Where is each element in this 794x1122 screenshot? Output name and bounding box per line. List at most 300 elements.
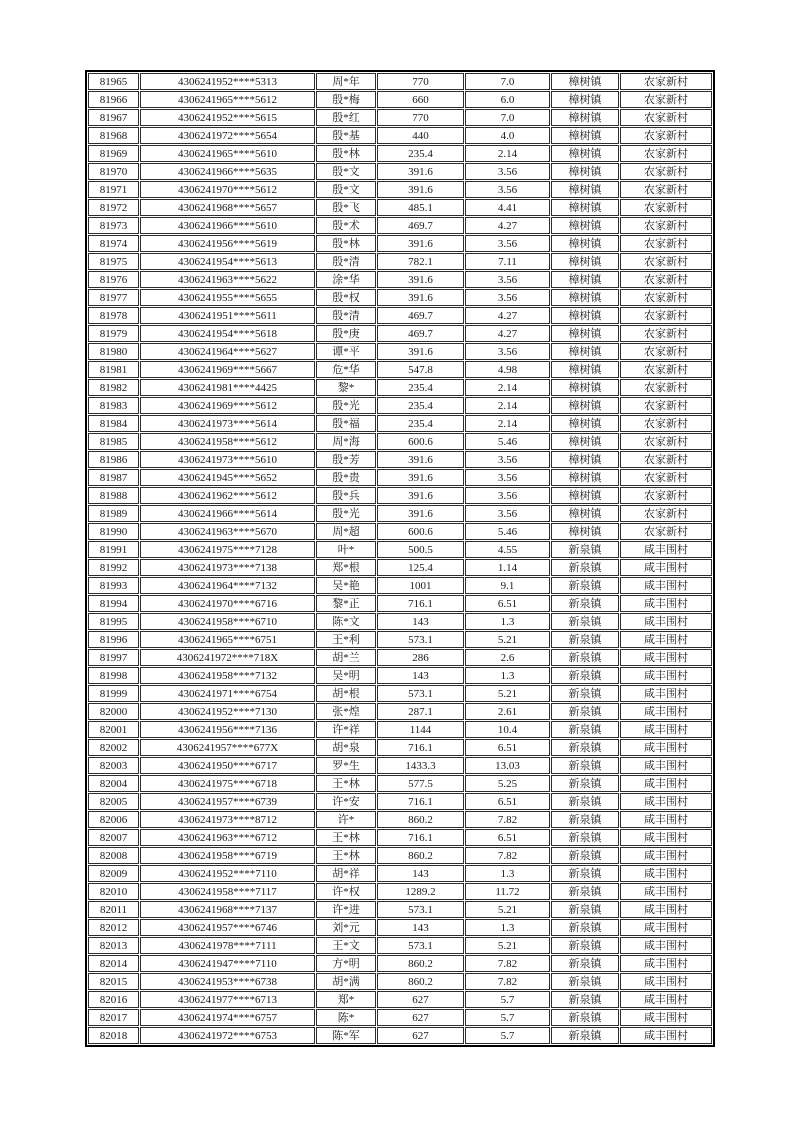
cell-rate: 7.82	[465, 973, 550, 990]
cell-masked-name: 许*安	[316, 793, 376, 810]
cell-amount: 573.1	[377, 631, 464, 648]
cell-town: 樟树镇	[551, 145, 619, 162]
cell-id-number: 4306241977****6713	[140, 991, 315, 1008]
cell-town: 樟树镇	[551, 397, 619, 414]
table-row	[88, 919, 712, 936]
cell-amount: 573.1	[377, 901, 464, 918]
cell-masked-name: 吴*艳	[316, 577, 376, 594]
table-row	[88, 307, 712, 324]
cell-id-number: 4306241950****6717	[140, 757, 315, 774]
cell-serial-number: 81994	[88, 595, 139, 612]
cell-rate: 7.0	[465, 73, 550, 90]
cell-serial-number: 82002	[88, 739, 139, 756]
cell-id-number: 4306241958****7132	[140, 667, 315, 684]
cell-id-number: 4306241962****5612	[140, 487, 315, 504]
cell-rate: 4.27	[465, 325, 550, 342]
cell-masked-name: 王*林	[316, 829, 376, 846]
cell-town: 樟树镇	[551, 181, 619, 198]
cell-serial-number: 81985	[88, 433, 139, 450]
table-row	[88, 1027, 712, 1044]
cell-town: 樟树镇	[551, 253, 619, 270]
cell-amount: 485.1	[377, 199, 464, 216]
cell-masked-name: 郑*根	[316, 559, 376, 576]
cell-serial-number: 82015	[88, 973, 139, 990]
cell-id-number: 4306241952****5313	[140, 73, 315, 90]
cell-masked-name: 殷*兵	[316, 487, 376, 504]
cell-serial-number: 81971	[88, 181, 139, 198]
table-row	[88, 469, 712, 486]
table-row	[88, 379, 712, 396]
cell-id-number: 4306241954****5618	[140, 325, 315, 342]
cell-id-number: 4306241956****5619	[140, 235, 315, 252]
cell-rate: 6.51	[465, 829, 550, 846]
cell-rate: 3.56	[465, 469, 550, 486]
cell-rate: 10.4	[465, 721, 550, 738]
cell-amount: 391.6	[377, 505, 464, 522]
cell-town: 新泉镇	[551, 883, 619, 900]
table-row	[88, 973, 712, 990]
cell-serial-number: 82012	[88, 919, 139, 936]
cell-rate: 9.1	[465, 577, 550, 594]
table-row	[88, 649, 712, 666]
cell-town: 樟树镇	[551, 271, 619, 288]
cell-village: 农家新村	[620, 343, 712, 360]
cell-village: 农家新村	[620, 487, 712, 504]
cell-village: 咸丰围村	[620, 541, 712, 558]
cell-rate: 1.3	[465, 919, 550, 936]
cell-town: 樟树镇	[551, 235, 619, 252]
cell-serial-number: 82005	[88, 793, 139, 810]
table-row	[88, 451, 712, 468]
cell-serial-number: 82013	[88, 937, 139, 954]
cell-masked-name: 王*林	[316, 847, 376, 864]
cell-rate: 5.46	[465, 433, 550, 450]
table-row	[88, 811, 712, 828]
cell-rate: 5.46	[465, 523, 550, 540]
cell-town: 樟树镇	[551, 217, 619, 234]
cell-village: 农家新村	[620, 469, 712, 486]
cell-village: 农家新村	[620, 379, 712, 396]
table-row	[88, 361, 712, 378]
cell-rate: 5.7	[465, 991, 550, 1008]
cell-amount: 860.2	[377, 973, 464, 990]
cell-village: 咸丰围村	[620, 577, 712, 594]
cell-amount: 627	[377, 991, 464, 1008]
cell-id-number: 4306241947****7110	[140, 955, 315, 972]
cell-rate: 2.14	[465, 397, 550, 414]
cell-amount: 125.4	[377, 559, 464, 576]
cell-village: 咸丰围村	[620, 865, 712, 882]
cell-town: 新泉镇	[551, 991, 619, 1008]
cell-village: 咸丰围村	[620, 919, 712, 936]
cell-town: 新泉镇	[551, 595, 619, 612]
cell-amount: 235.4	[377, 397, 464, 414]
cell-rate: 13.03	[465, 757, 550, 774]
cell-village: 咸丰围村	[620, 613, 712, 630]
cell-rate: 3.56	[465, 451, 550, 468]
table-row	[88, 253, 712, 270]
table-row	[88, 721, 712, 738]
cell-rate: 5.21	[465, 631, 550, 648]
table-row	[88, 433, 712, 450]
cell-rate: 1.14	[465, 559, 550, 576]
subsidy-table	[85, 70, 715, 1047]
cell-amount: 143	[377, 667, 464, 684]
cell-id-number: 4306241970****6716	[140, 595, 315, 612]
cell-serial-number: 81967	[88, 109, 139, 126]
table-row	[88, 757, 712, 774]
cell-id-number: 4306241975****6718	[140, 775, 315, 792]
cell-village: 咸丰围村	[620, 757, 712, 774]
cell-town: 樟树镇	[551, 451, 619, 468]
cell-id-number: 4306241952****7110	[140, 865, 315, 882]
cell-village: 农家新村	[620, 181, 712, 198]
cell-town: 新泉镇	[551, 631, 619, 648]
cell-town: 新泉镇	[551, 775, 619, 792]
cell-village: 农家新村	[620, 73, 712, 90]
cell-rate: 6.51	[465, 793, 550, 810]
cell-id-number: 4306241958****6710	[140, 613, 315, 630]
cell-masked-name: 周*海	[316, 433, 376, 450]
cell-rate: 6.51	[465, 595, 550, 612]
cell-village: 咸丰围村	[620, 721, 712, 738]
cell-masked-name: 刘*元	[316, 919, 376, 936]
cell-serial-number: 81998	[88, 667, 139, 684]
cell-town: 新泉镇	[551, 793, 619, 810]
cell-masked-name: 胡*满	[316, 973, 376, 990]
cell-id-number: 4306241952****5615	[140, 109, 315, 126]
cell-rate: 5.21	[465, 901, 550, 918]
table-row	[88, 883, 712, 900]
cell-amount: 660	[377, 91, 464, 108]
table-row	[88, 181, 712, 198]
cell-masked-name: 陈*文	[316, 613, 376, 630]
cell-village: 农家新村	[620, 397, 712, 414]
cell-rate: 7.0	[465, 109, 550, 126]
cell-id-number: 4306241965****5610	[140, 145, 315, 162]
cell-town: 新泉镇	[551, 865, 619, 882]
cell-town: 樟树镇	[551, 433, 619, 450]
cell-village: 咸丰围村	[620, 739, 712, 756]
cell-rate: 4.27	[465, 307, 550, 324]
cell-masked-name: 张*煌	[316, 703, 376, 720]
cell-id-number: 4306241969****5612	[140, 397, 315, 414]
table-row	[88, 991, 712, 1008]
cell-amount: 391.6	[377, 451, 464, 468]
cell-masked-name: 许*	[316, 811, 376, 828]
cell-amount: 391.6	[377, 271, 464, 288]
table-row	[88, 235, 712, 252]
cell-serial-number: 82018	[88, 1027, 139, 1044]
cell-town: 樟树镇	[551, 361, 619, 378]
cell-village: 咸丰围村	[620, 703, 712, 720]
cell-id-number: 4306241973****5614	[140, 415, 315, 432]
cell-rate: 5.7	[465, 1009, 550, 1026]
cell-village: 农家新村	[620, 127, 712, 144]
cell-id-number: 4306241972****718X	[140, 649, 315, 666]
table-row	[88, 631, 712, 648]
cell-rate: 3.56	[465, 487, 550, 504]
cell-amount: 235.4	[377, 415, 464, 432]
cell-amount: 1289.2	[377, 883, 464, 900]
cell-masked-name: 殷*文	[316, 181, 376, 198]
cell-masked-name: 殷*梅	[316, 91, 376, 108]
cell-masked-name: 殷*清	[316, 253, 376, 270]
cell-serial-number: 81975	[88, 253, 139, 270]
cell-masked-name: 许*权	[316, 883, 376, 900]
cell-town: 樟树镇	[551, 415, 619, 432]
cell-rate: 3.56	[465, 289, 550, 306]
cell-masked-name: 殷*庚	[316, 325, 376, 342]
cell-masked-name: 殷*光	[316, 505, 376, 522]
cell-id-number: 4306241952****7130	[140, 703, 315, 720]
cell-serial-number: 81996	[88, 631, 139, 648]
cell-rate: 5.21	[465, 685, 550, 702]
cell-village: 咸丰围村	[620, 883, 712, 900]
cell-village: 农家新村	[620, 415, 712, 432]
cell-rate: 6.51	[465, 739, 550, 756]
cell-serial-number: 82000	[88, 703, 139, 720]
cell-village: 咸丰围村	[620, 811, 712, 828]
cell-village: 农家新村	[620, 163, 712, 180]
cell-serial-number: 81984	[88, 415, 139, 432]
cell-village: 咸丰围村	[620, 829, 712, 846]
cell-serial-number: 82008	[88, 847, 139, 864]
cell-masked-name: 殷*红	[316, 109, 376, 126]
cell-village: 咸丰围村	[620, 775, 712, 792]
cell-amount: 860.2	[377, 811, 464, 828]
cell-id-number: 4306241973****5610	[140, 451, 315, 468]
cell-masked-name: 郑*	[316, 991, 376, 1008]
cell-serial-number: 82006	[88, 811, 139, 828]
cell-masked-name: 谭*平	[316, 343, 376, 360]
cell-village: 农家新村	[620, 523, 712, 540]
cell-masked-name: 殷*光	[316, 397, 376, 414]
cell-id-number: 4306241957****677X	[140, 739, 315, 756]
cell-town: 新泉镇	[551, 1027, 619, 1044]
table-row	[88, 865, 712, 882]
cell-village: 农家新村	[620, 451, 712, 468]
cell-masked-name: 殷*清	[316, 307, 376, 324]
cell-village: 农家新村	[620, 361, 712, 378]
table-row	[88, 73, 712, 90]
cell-rate: 5.7	[465, 1027, 550, 1044]
cell-rate: 7.11	[465, 253, 550, 270]
cell-masked-name: 胡*兰	[316, 649, 376, 666]
cell-amount: 143	[377, 613, 464, 630]
cell-town: 樟树镇	[551, 505, 619, 522]
cell-town: 新泉镇	[551, 721, 619, 738]
cell-id-number: 4306241953****6738	[140, 973, 315, 990]
cell-rate: 5.21	[465, 937, 550, 954]
cell-town: 新泉镇	[551, 1009, 619, 1026]
cell-rate: 5.25	[465, 775, 550, 792]
cell-serial-number: 81972	[88, 199, 139, 216]
cell-id-number: 4306241963****6712	[140, 829, 315, 846]
cell-serial-number: 81965	[88, 73, 139, 90]
table-row	[88, 91, 712, 108]
cell-village: 农家新村	[620, 235, 712, 252]
cell-serial-number: 81978	[88, 307, 139, 324]
cell-serial-number: 81986	[88, 451, 139, 468]
table-row	[88, 199, 712, 216]
cell-village: 农家新村	[620, 253, 712, 270]
cell-masked-name: 许*祥	[316, 721, 376, 738]
cell-town: 樟树镇	[551, 289, 619, 306]
cell-id-number: 4306241969****5667	[140, 361, 315, 378]
cell-amount: 235.4	[377, 145, 464, 162]
cell-village: 咸丰围村	[620, 1009, 712, 1026]
cell-amount: 600.6	[377, 523, 464, 540]
cell-masked-name: 涂*华	[316, 271, 376, 288]
cell-serial-number: 81966	[88, 91, 139, 108]
cell-rate: 7.82	[465, 811, 550, 828]
cell-rate: 3.56	[465, 235, 550, 252]
cell-town: 新泉镇	[551, 973, 619, 990]
cell-town: 樟树镇	[551, 199, 619, 216]
cell-town: 樟树镇	[551, 523, 619, 540]
cell-serial-number: 81976	[88, 271, 139, 288]
cell-id-number: 4306241957****6739	[140, 793, 315, 810]
cell-masked-name: 殷*权	[316, 289, 376, 306]
cell-serial-number: 82016	[88, 991, 139, 1008]
cell-village: 农家新村	[620, 433, 712, 450]
cell-amount: 469.7	[377, 307, 464, 324]
cell-id-number: 4306241955****5655	[140, 289, 315, 306]
cell-id-number: 4306241957****6746	[140, 919, 315, 936]
cell-serial-number: 81980	[88, 343, 139, 360]
cell-id-number: 4306241970****5612	[140, 181, 315, 198]
cell-town: 新泉镇	[551, 901, 619, 918]
cell-id-number: 4306241958****5612	[140, 433, 315, 450]
cell-town: 新泉镇	[551, 667, 619, 684]
cell-village: 咸丰围村	[620, 793, 712, 810]
table-row	[88, 685, 712, 702]
cell-rate: 2.14	[465, 145, 550, 162]
cell-amount: 391.6	[377, 487, 464, 504]
cell-masked-name: 黎*正	[316, 595, 376, 612]
cell-rate: 4.27	[465, 217, 550, 234]
cell-id-number: 4306241973****8712	[140, 811, 315, 828]
cell-masked-name: 吴*明	[316, 667, 376, 684]
cell-amount: 440	[377, 127, 464, 144]
cell-village: 咸丰围村	[620, 631, 712, 648]
cell-masked-name: 殷*基	[316, 127, 376, 144]
cell-town: 樟树镇	[551, 73, 619, 90]
table-row	[88, 955, 712, 972]
cell-town: 樟树镇	[551, 343, 619, 360]
cell-masked-name: 胡*祥	[316, 865, 376, 882]
cell-masked-name: 王*文	[316, 937, 376, 954]
table-row	[88, 163, 712, 180]
cell-masked-name: 周*年	[316, 73, 376, 90]
cell-amount: 469.7	[377, 325, 464, 342]
cell-masked-name: 许*进	[316, 901, 376, 918]
cell-village: 咸丰围村	[620, 559, 712, 576]
cell-amount: 577.5	[377, 775, 464, 792]
cell-id-number: 4306241951****5611	[140, 307, 315, 324]
cell-rate: 3.56	[465, 181, 550, 198]
table-body	[88, 73, 712, 1044]
cell-village: 咸丰围村	[620, 973, 712, 990]
table-row	[88, 397, 712, 414]
table-row	[88, 289, 712, 306]
cell-rate: 4.41	[465, 199, 550, 216]
cell-amount: 716.1	[377, 829, 464, 846]
table-row	[88, 487, 712, 504]
cell-rate: 7.82	[465, 847, 550, 864]
cell-village: 农家新村	[620, 307, 712, 324]
cell-id-number: 4306241968****5657	[140, 199, 315, 216]
cell-amount: 143	[377, 865, 464, 882]
cell-id-number: 4306241973****7138	[140, 559, 315, 576]
cell-village: 农家新村	[620, 217, 712, 234]
cell-amount: 500.5	[377, 541, 464, 558]
cell-id-number: 4306241981****4425	[140, 379, 315, 396]
cell-serial-number: 82004	[88, 775, 139, 792]
cell-amount: 716.1	[377, 595, 464, 612]
cell-serial-number: 81974	[88, 235, 139, 252]
cell-serial-number: 81973	[88, 217, 139, 234]
cell-serial-number: 82017	[88, 1009, 139, 1026]
cell-amount: 600.6	[377, 433, 464, 450]
cell-id-number: 4306241958****7117	[140, 883, 315, 900]
cell-amount: 391.6	[377, 235, 464, 252]
cell-rate: 2.14	[465, 415, 550, 432]
cell-id-number: 4306241954****5613	[140, 253, 315, 270]
cell-village: 农家新村	[620, 271, 712, 288]
cell-serial-number: 82007	[88, 829, 139, 846]
table-row	[88, 595, 712, 612]
table-row	[88, 109, 712, 126]
cell-village: 农家新村	[620, 289, 712, 306]
cell-village: 咸丰围村	[620, 937, 712, 954]
cell-amount: 391.6	[377, 289, 464, 306]
cell-amount: 547.8	[377, 361, 464, 378]
cell-amount: 391.6	[377, 181, 464, 198]
cell-amount: 391.6	[377, 469, 464, 486]
cell-id-number: 4306241966****5635	[140, 163, 315, 180]
cell-serial-number: 82010	[88, 883, 139, 900]
cell-masked-name: 殷*林	[316, 235, 376, 252]
cell-masked-name: 殷*贵	[316, 469, 376, 486]
cell-rate: 4.55	[465, 541, 550, 558]
cell-amount: 286	[377, 649, 464, 666]
cell-rate: 7.82	[465, 955, 550, 972]
table-row	[88, 145, 712, 162]
cell-rate: 3.56	[465, 163, 550, 180]
cell-town: 新泉镇	[551, 577, 619, 594]
cell-town: 樟树镇	[551, 109, 619, 126]
cell-id-number: 4306241966****5614	[140, 505, 315, 522]
cell-town: 新泉镇	[551, 559, 619, 576]
cell-town: 新泉镇	[551, 649, 619, 666]
cell-id-number: 4306241972****6753	[140, 1027, 315, 1044]
cell-serial-number: 81995	[88, 613, 139, 630]
cell-town: 樟树镇	[551, 127, 619, 144]
cell-town: 樟树镇	[551, 379, 619, 396]
cell-rate: 11.72	[465, 883, 550, 900]
cell-id-number: 4306241972****5654	[140, 127, 315, 144]
cell-village: 咸丰围村	[620, 955, 712, 972]
cell-masked-name: 王*林	[316, 775, 376, 792]
cell-amount: 235.4	[377, 379, 464, 396]
cell-id-number: 4306241965****6751	[140, 631, 315, 648]
cell-serial-number: 82009	[88, 865, 139, 882]
cell-village: 农家新村	[620, 91, 712, 108]
table-row	[88, 847, 712, 864]
table-row	[88, 739, 712, 756]
